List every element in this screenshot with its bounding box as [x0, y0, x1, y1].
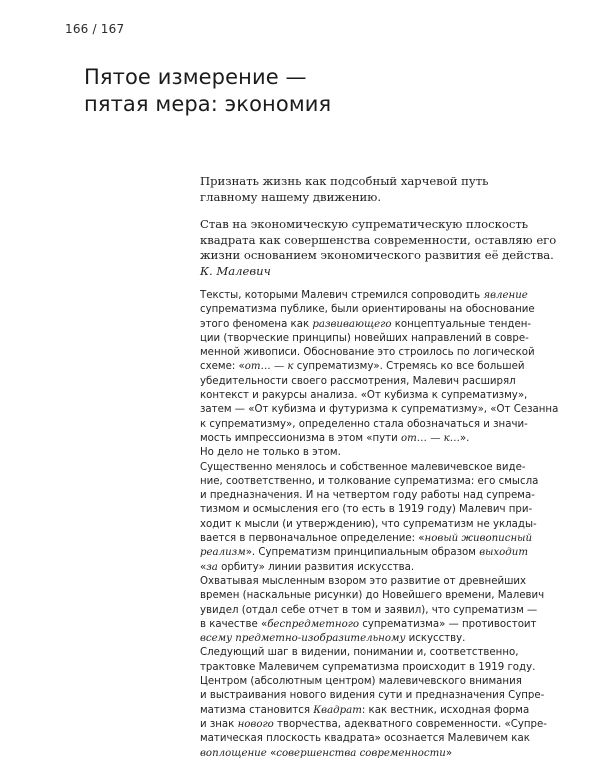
epigraph-author: К. Малевич	[200, 263, 271, 278]
italic-run: выходит	[479, 547, 528, 559]
body-line	[200, 289, 560, 303]
text-run: ». Супрематизм принципиальным образом	[245, 547, 480, 559]
italic-run: реализм	[200, 547, 246, 559]
body-line	[200, 346, 560, 360]
body-line	[200, 675, 560, 689]
body-line	[200, 575, 560, 589]
epigraph-line: Признать жизнь как подсобный харчевой путь	[200, 174, 489, 188]
text-run: менной живописи. Обоснование это строилось по логической	[200, 347, 535, 359]
body-line	[200, 618, 560, 632]
text-run: Существенно менялось и собственное малевичевское виде-	[200, 461, 526, 473]
text-run: ции (творческие принципы) новейших направлений в совре-	[200, 332, 529, 344]
text-run: творчества, адекватного современности. «Супре-	[273, 718, 547, 730]
chapter-title	[84, 64, 331, 118]
body-line	[200, 747, 560, 761]
body-line	[200, 332, 560, 346]
body-line	[200, 604, 560, 618]
body-line	[200, 375, 560, 389]
italic-run: явление	[483, 290, 528, 301]
italic-run: за	[206, 561, 218, 573]
text-run: тизмом и осмысления его (то есть в 1919 году) Малевич при-	[200, 504, 533, 516]
text-run: затем — «От кубизма и футуризма к супрематизму», «От Сезанна	[200, 404, 559, 416]
text-run: времен (наскальные рисунки) до Новейшего времени, Малевич	[200, 590, 545, 602]
text-run: увидел (отдал себе отчет в том и заявил), что супрематизм —	[200, 604, 538, 616]
italic-run: беспредметного	[267, 618, 360, 630]
body-line	[200, 432, 560, 446]
epigraph	[200, 174, 560, 280]
text-run: «	[266, 747, 277, 759]
text-run: Центром (абсолютным центром) малевичевского внимания	[200, 676, 522, 688]
text-run: Охватывая мысленным взором это развитие от древнейших	[200, 575, 527, 587]
body-line	[200, 360, 560, 374]
italic-run: всему предметно-изобразительному	[200, 633, 406, 645]
text-run: «	[200, 561, 207, 573]
text-run: Следующий шаг в видении, понимании и, соответственно,	[200, 647, 519, 659]
text-run: Но дело не только в этом.	[200, 447, 341, 459]
text-run: вается в первоначальное определение: «	[200, 533, 425, 545]
body-line	[200, 689, 560, 703]
italic-run: развивающего	[312, 318, 392, 330]
epigraph-line: главному нашему движению.	[200, 189, 382, 204]
body-line	[200, 561, 560, 575]
body-line	[200, 661, 560, 675]
body-text	[200, 289, 560, 761]
text-run: схеме: «	[200, 361, 245, 373]
body-line	[200, 589, 560, 603]
body-line	[200, 418, 560, 432]
body-line	[200, 503, 560, 517]
text-run: искусству.	[405, 633, 466, 645]
text-run: ходит к мысли (и утверждению), что супрематизм не уклады-	[200, 518, 537, 530]
epigraph-line: квадрата как совершенства современности, оставляю его	[200, 232, 557, 247]
body-line	[200, 461, 560, 475]
text-run: и выстраивания нового видения сути и предназначения Супре-	[200, 690, 545, 702]
italic-run: Квадрат	[313, 704, 362, 716]
body-line	[200, 632, 560, 646]
body-line	[200, 403, 560, 417]
text-run: к супрематизму», определенно стала обозначаться и значи-	[200, 418, 528, 430]
text-run: : как вестник, исходная форма	[361, 704, 530, 716]
body-line	[200, 518, 560, 532]
text-run: »	[445, 747, 453, 759]
text-run: супрематизма публике, были ориентированы на обоснование	[200, 304, 535, 316]
body-line	[200, 489, 560, 503]
text-run: ние, соответственно, и толкование супрематизма: его смысла	[200, 475, 539, 487]
text-run: матическая плоскость квадрата» осознается Малевичем как	[200, 733, 530, 745]
body-line	[200, 318, 560, 332]
italic-run: нового	[237, 718, 274, 730]
text-run: супрематизму». Стремясь ко все большей	[293, 361, 525, 373]
page-number: 166 / 167	[65, 22, 125, 36]
italic-run: воплощение	[200, 747, 267, 759]
chapter-title-line-1: Пятое измерение —	[84, 65, 307, 89]
body-line	[200, 475, 560, 489]
epigraph-line: Став на экономическую супрематическую плоскость	[200, 217, 529, 232]
italic-run: от… — к…	[400, 432, 460, 444]
text-run: концептуальные тенден-	[391, 318, 532, 330]
body-line	[200, 718, 560, 732]
text-run: убедительности своего рассмотрения, Малевич расширял	[200, 375, 516, 387]
chapter-title-line-2: пятая мера: экономия	[84, 92, 332, 116]
italic-run: совершенства современности	[276, 747, 446, 759]
text-run: матизма становится	[200, 704, 314, 716]
body-line	[200, 704, 560, 718]
text-run: мость импрессионизма в этом «пути	[200, 432, 401, 444]
italic-run: новый живописный	[424, 533, 533, 545]
text-run: в качестве «	[200, 618, 268, 630]
body-line	[200, 303, 560, 317]
body-line	[200, 389, 560, 403]
text-run: Тексты, которыми Малевич стремился сопроводить	[200, 290, 484, 301]
text-run: орбиту» линии развития искусства.	[217, 561, 415, 573]
text-run: супрематизма» — противостоит	[359, 618, 537, 630]
text-run: этого феномена как	[200, 318, 313, 330]
body-line	[200, 546, 560, 560]
italic-run: от… — к	[244, 361, 294, 373]
body-line	[200, 646, 560, 660]
text-run: трактовке Малевичем супрематизма происходит в 1919 году.	[200, 661, 536, 673]
body-line	[200, 446, 560, 460]
text-run: ».	[459, 432, 470, 444]
text-run: и знак	[200, 718, 238, 730]
body-line	[200, 532, 560, 546]
body-line	[200, 732, 560, 746]
text-run: контекст и ракурсы анализа. «От кубизма к супрематизму»,	[200, 390, 528, 402]
text-run: и предназначения. И на четвертом году работы над супрема-	[200, 490, 535, 502]
epigraph-line: жизни основанием экономического развития её действа.	[200, 248, 554, 263]
